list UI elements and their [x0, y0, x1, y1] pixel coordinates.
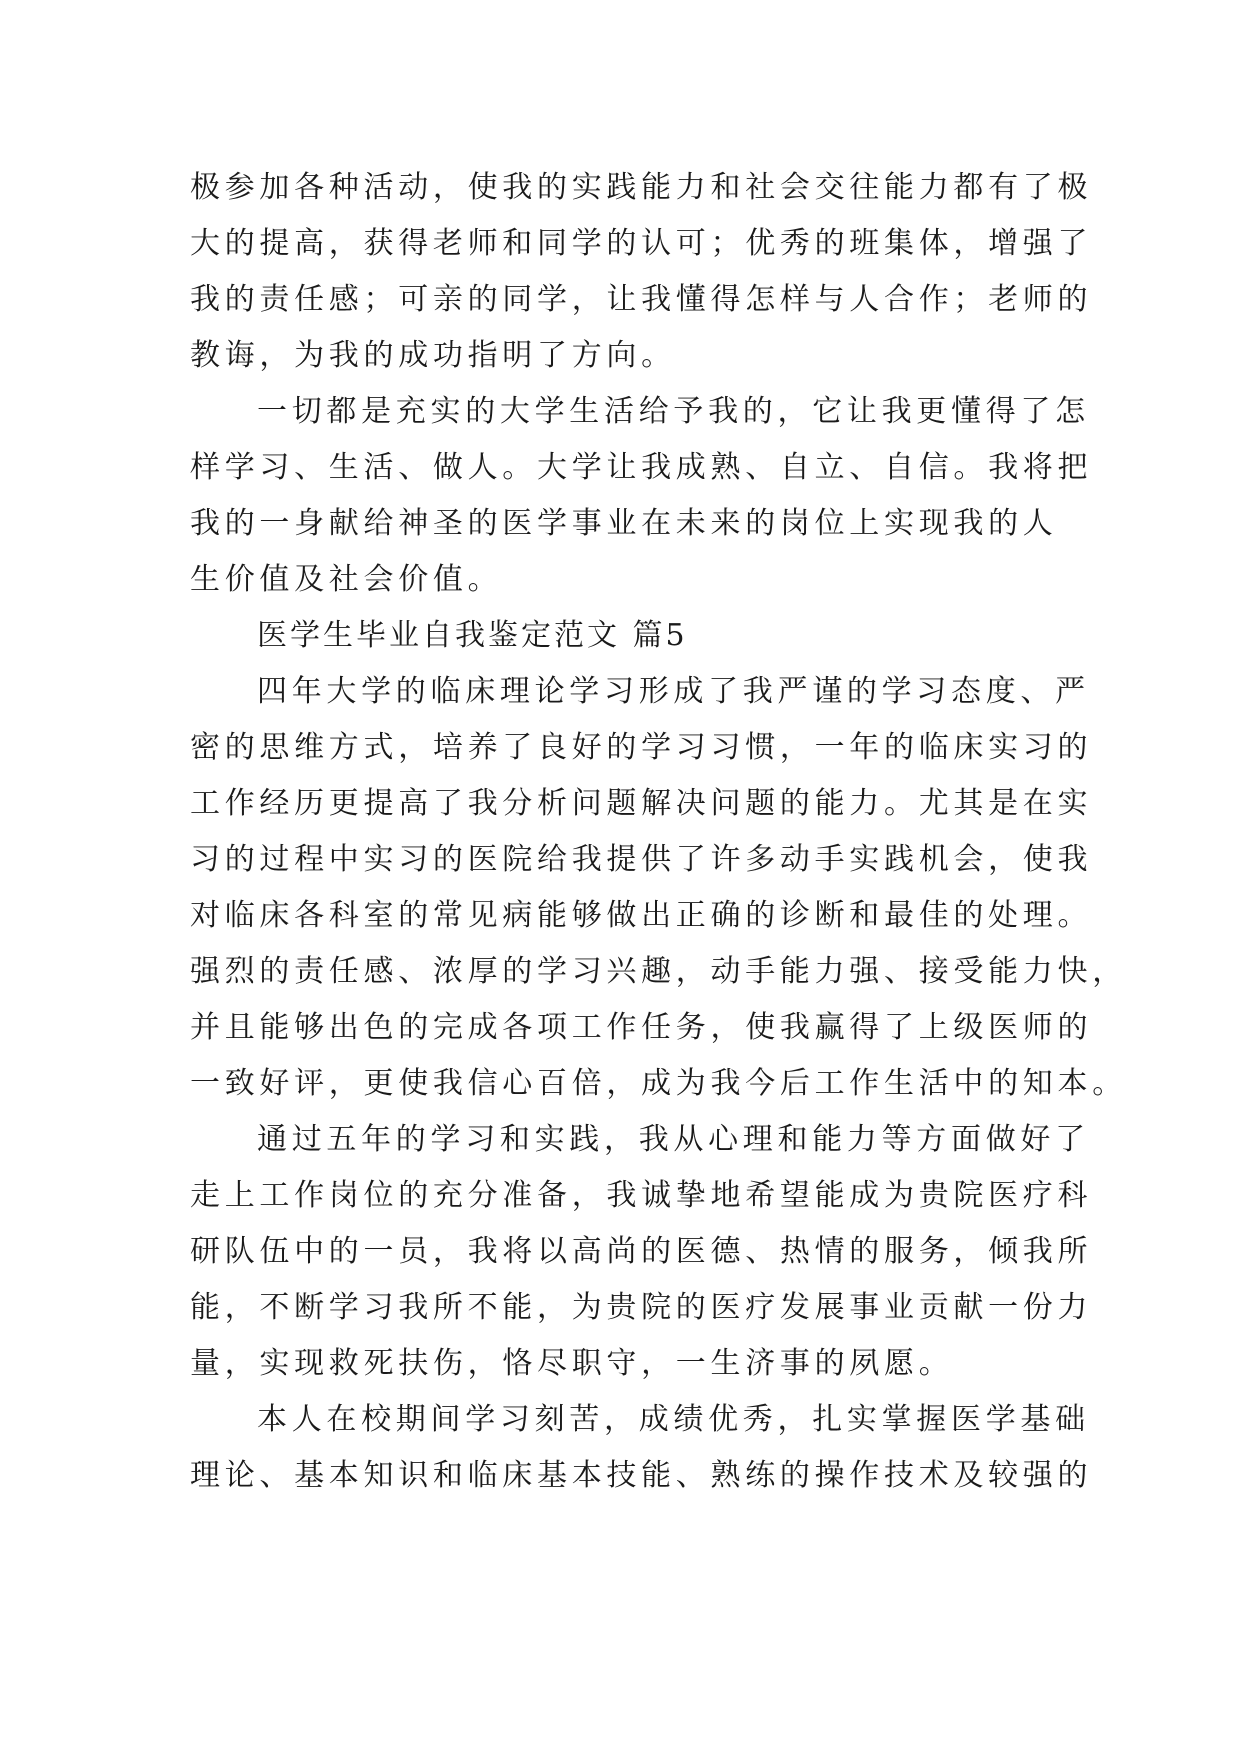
paragraph-first-line: 本人在校期间学习刻苦，成绩优秀，扎实掌握医学基础: [257, 1402, 1090, 1437]
paragraph-first-line: 通过五年的学习和实践，我从心理和能力等方面做好了: [257, 1122, 1090, 1157]
text-line: 并且能够出色的完成各项工作任务，使我赢得了上级医师的: [190, 1010, 1093, 1045]
text-line: 对临床各科室的常见病能够做出正确的诊断和最佳的处理。: [190, 898, 1093, 933]
paragraph-first-line: 一切都是充实的大学生活给予我的，它让我更懂得了怎: [257, 394, 1090, 429]
text-line: 大的提高，获得老师和同学的认可；优秀的班集体，增强了: [190, 226, 1093, 261]
text-line: 生价值及社会价值。: [190, 562, 503, 597]
text-line: 强烈的责任感、浓厚的学习兴趣，动手能力强、接受能力快，: [190, 954, 1127, 989]
text-line: 我的一身献给神圣的医学事业在未来的岗位上实现我的人: [190, 506, 1058, 541]
text-line: 量，实现救死扶伤，恪尽职守，一生济事的夙愿。: [190, 1346, 954, 1381]
text-line: 能，不断学习我所不能，为贵院的医疗发展事业贡献一份力: [190, 1290, 1093, 1325]
text-line: 密的思维方式，培养了良好的学习习惯，一年的临床实习的: [190, 730, 1093, 765]
text-line: 习的过程中实习的医院给我提供了许多动手实践机会，使我: [190, 842, 1093, 877]
text-line: 极参加各种活动，使我的实践能力和社会交往能力都有了极: [190, 170, 1093, 205]
document-body: [190, 160, 1127, 1504]
paragraph-first-line: 四年大学的临床理论学习形成了我严谨的学习态度、严: [257, 674, 1090, 709]
text-line: 教诲，为我的成功指明了方向。: [190, 338, 676, 373]
section-heading: 医学生毕业自我鉴定范文 篇5: [257, 618, 688, 653]
text-line: 我的责任感；可亲的同学，让我懂得怎样与人合作；老师的: [190, 282, 1093, 317]
text-line: 走上工作岗位的充分准备，我诚挚地希望能成为贵院医疗科: [190, 1178, 1093, 1213]
text-line: 一致好评，更使我信心百倍，成为我今后工作生活中的知本。: [190, 1066, 1127, 1101]
text-line: 研队伍中的一员，我将以高尚的医德、热情的服务，倾我所: [190, 1234, 1093, 1269]
text-line: 工作经历更提高了我分析问题解决问题的能力。尤其是在实: [190, 786, 1093, 821]
text-line: 理论、基本知识和临床基本技能、熟练的操作技术及较强的: [190, 1458, 1093, 1493]
text-line: 样学习、生活、做人。大学让我成熟、自立、自信。我将把: [190, 450, 1093, 485]
